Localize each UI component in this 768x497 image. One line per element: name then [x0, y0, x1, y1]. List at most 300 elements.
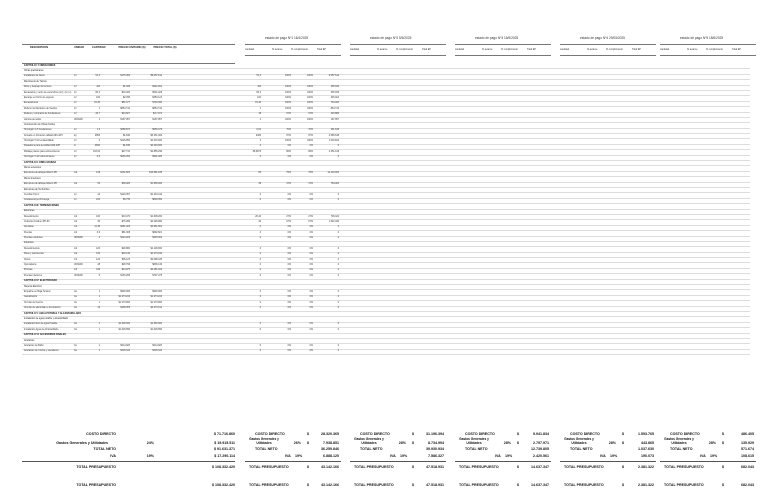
ep-iva-value: 190.073 — [641, 454, 654, 458]
row-qty: 4600 — [94, 145, 100, 148]
row-qty: 1 — [98, 296, 100, 299]
row-unit: m² — [74, 193, 77, 196]
ep-group-header — [350, 44, 446, 56]
ep-cantidad: 0 — [259, 226, 261, 229]
ep-total-presupuesto-value-2: 14.637.347 — [531, 483, 549, 487]
row-description: Empalme en Baja Tension — [24, 291, 51, 293]
row-unit-price: $1.409 — [122, 86, 130, 89]
row-qty: 1 — [98, 107, 100, 110]
ep-cumplimiento: 100% — [307, 91, 313, 94]
ep-total: 0 — [337, 323, 339, 326]
ep-cumplimiento: 67% — [308, 113, 313, 116]
ep-col-total_ep: Total EP — [632, 48, 641, 51]
ep-total: 784.000 — [330, 183, 339, 186]
row-qty: 12 — [97, 307, 100, 310]
row-description: Instalacion de faena — [24, 75, 45, 78]
ep-avance: 100% — [285, 140, 291, 143]
ep-total: 12.123.000 — [327, 172, 339, 175]
row-description: Pasadores para la calidad A63-42H — [24, 145, 61, 148]
row-qty: 149 — [96, 172, 100, 175]
row-qty: 12 — [97, 193, 100, 196]
ep-cumplimiento: 0% — [309, 258, 313, 261]
ep-cantidad: 0 — [259, 199, 261, 202]
ep-cantidad: 0 — [259, 323, 261, 326]
ep-gastos-label: Gastos Generales y Utilidades — [664, 437, 694, 445]
row-total-price: $1.443.444 — [150, 193, 162, 196]
row-unit-price: $76.280 — [121, 220, 130, 223]
ep-currency: $ — [307, 432, 309, 436]
ep-cumplimiento: 0% — [309, 145, 313, 148]
row-qty: 3,6 — [96, 231, 100, 234]
row-description: Excavación y retiro de escombros (m³), (A o c) — [24, 91, 72, 94]
ep-cumplimiento: 0% — [309, 193, 313, 196]
ep-total-presupuesto-label-2: TOTAL PRESUPUESTO — [564, 483, 604, 487]
ep-costo-directo-value: 486.405 — [741, 432, 754, 436]
ep-currency: $ — [517, 465, 519, 469]
row-total-price: $448.462 — [152, 237, 162, 240]
ep-avance: 47% — [286, 183, 291, 186]
ep-cantidad: 0 — [259, 264, 261, 267]
row-unit-price: $167.957 — [120, 118, 130, 121]
ep-cumplimiento: 100% — [307, 118, 313, 121]
row-total-price: $2.951.801 — [150, 226, 162, 229]
ep-total-presupuesto-label: TOTAL PRESUPUESTO — [564, 465, 604, 469]
ep-total: 9.057.614 — [328, 75, 339, 78]
ep-total: 0 — [337, 247, 339, 250]
ep-total-presupuesto-label: TOTAL PRESUPUESTO — [249, 465, 289, 469]
ep-cumplimiento: 0% — [309, 269, 313, 272]
ep-cumplimiento: 86% — [308, 150, 313, 153]
ep-cantidad: 80 — [258, 172, 261, 175]
ep-cantidad: 1 — [259, 107, 261, 110]
ep-gastos-label: Gastos Generales y Utilidades — [564, 437, 594, 445]
table-row — [22, 350, 750, 355]
row-unit: m³ — [74, 107, 77, 110]
ep-total: 1.016.824 — [328, 140, 339, 143]
row-unit: m² — [74, 75, 77, 78]
row-qty: 1 — [98, 344, 100, 347]
row-qty: 28 — [97, 264, 100, 267]
row-description: Canalización — [24, 296, 38, 299]
ep-currency: $ — [622, 465, 624, 469]
ep-cumplimiento: 0% — [309, 199, 313, 202]
row-total-price: $864.744 — [152, 107, 162, 110]
ep-currency: $ — [622, 432, 624, 436]
ep-total-presupuesto-value: 47.518.931 — [426, 465, 444, 469]
row-qty: 4 — [98, 140, 100, 143]
ep-col-avance: % avance — [377, 48, 388, 51]
ep-cantidad: 1 — [259, 118, 261, 121]
ep-total: 4.566.648 — [328, 134, 339, 137]
ep-total: 0 — [337, 344, 339, 347]
ep-total: 0 — [337, 199, 339, 202]
row-description: Artefactos de Baño — [24, 344, 44, 347]
row-description: Sistema Eléctrico — [24, 285, 42, 288]
ep-costo-directo-label: COSTO DIRECTO — [570, 432, 600, 436]
row-unit: m2 — [74, 183, 78, 186]
ep-total: 0 — [337, 237, 339, 240]
ep-cumplimiento: 70% — [308, 129, 313, 132]
ep-total: 0 — [337, 296, 339, 299]
ep-col-cumplimiento: % cumplimiento — [501, 48, 518, 51]
ep-avance: 100% — [285, 118, 291, 121]
ep-avance: 0% — [287, 226, 291, 229]
ep-col-cumplimiento: % cumplimiento — [606, 48, 623, 51]
ep-col-total_ep: Total EP — [422, 48, 431, 51]
ep-total-presupuesto-label-2: TOTAL PRESUPUESTO — [354, 483, 394, 487]
row-total-price: $2.098.426 — [150, 258, 162, 261]
row-qty: 15,40 — [94, 102, 100, 105]
ep-cantidad: 4 — [259, 140, 261, 143]
ep-cantidad: 0 — [259, 156, 261, 159]
ep-total: 391.635 — [330, 129, 339, 132]
ep-costo-directo-label: COSTO DIRECTO — [670, 432, 700, 436]
ep-cumplimiento: 0% — [309, 296, 313, 299]
ep-avance: 100% — [285, 75, 291, 78]
row-description: Circuito de alumbrado e iluminación — [24, 307, 61, 310]
total-rule — [350, 461, 446, 462]
ep-currency: $ — [412, 465, 414, 469]
total-presupuesto-label-2: TOTAL PRESUPUESTO — [76, 483, 116, 487]
row-unit-price: $864.744 — [120, 107, 130, 110]
ep-cantidad: 0 — [259, 344, 261, 347]
ep-currency: $ — [622, 483, 624, 487]
ep-col-cumplimiento: % cumplimiento — [706, 48, 723, 51]
row-unit: UNIDAD — [74, 237, 83, 240]
ep-currency: $ — [517, 432, 519, 436]
ep-costo-directo-value: 9.941.834 — [533, 432, 549, 436]
total-neto-label: TOTAL NETO — [93, 447, 116, 451]
ep-costo-directo-label: COSTO DIRECTO — [255, 432, 285, 436]
total-presupuesto-label: TOTAL PRESUPUESTO — [76, 465, 116, 469]
ep-iva-label: IVA — [700, 454, 706, 458]
row-description: Relleno de Mecánico de Sueltos — [24, 107, 57, 110]
estado-pago-label: estado de pago Nº1 16/4/2025 — [265, 36, 309, 40]
row-qty: 210 — [96, 199, 100, 202]
row-unit: GL — [74, 328, 78, 331]
row-unit: m² — [74, 96, 77, 99]
row-unit-price: $13.827 — [121, 113, 130, 116]
row-description: CAPITULO VI: ACCESORIOS FINALES — [24, 334, 66, 337]
ep-avance: 0% — [287, 264, 291, 267]
row-description: Puertas interiores — [24, 274, 43, 277]
row-total-price: $2.304.000 — [150, 145, 162, 148]
row-description: CAPITULO I: FUNDACIONES — [24, 64, 56, 67]
total-neto-value: $ 91.631.371 — [214, 447, 235, 451]
row-description: Armado en Cimiento calidad A63-42H — [24, 134, 63, 137]
row-total-price: $5.251.000 — [150, 134, 162, 137]
ep-cumplimiento: 87% — [308, 134, 313, 137]
ep-total: 0 — [337, 291, 339, 293]
ep-cantidad: 0 — [259, 296, 261, 299]
row-total-price: $767.475 — [152, 274, 162, 277]
row-unit-price: $20.800 — [121, 247, 130, 250]
ep-iva-value: 6.888.120 — [323, 454, 339, 458]
ep-total: 155.040 — [330, 86, 339, 89]
row-total-price: $1.608.200 — [150, 215, 162, 218]
ep-cumplimiento: 0% — [309, 231, 313, 234]
row-description: Obras preliminares — [24, 69, 44, 72]
row-description: Pisos y pavimentos — [24, 253, 44, 256]
row-description: Interiores — [24, 242, 34, 245]
ep-iva-pct: 19% — [400, 454, 408, 458]
ep-avance: 0% — [287, 231, 291, 234]
row-description: Artefactos — [24, 339, 35, 342]
row-unit-price: $2.450 — [122, 96, 130, 99]
ep-gastos-label: Gastos Generales y Utilidades — [354, 437, 384, 445]
ep-col-avance: % avance — [272, 48, 283, 51]
row-total-price: $794.490 — [152, 102, 162, 105]
row-unit-price: $153.295 — [120, 274, 130, 277]
header-precio-unitario: PRECIO UNITARIO ($) — [118, 46, 146, 49]
ep-cantidad: 100 — [257, 96, 261, 99]
ep-group-header — [245, 44, 341, 56]
row-unit-price: $126.950 — [120, 140, 130, 143]
ep-currency: $ — [412, 483, 414, 487]
row-description: Excavaciones — [24, 102, 39, 105]
row-total-price: $900.000 — [152, 291, 162, 293]
iva-label: IVA — [110, 454, 116, 458]
row-unit: m2 — [74, 231, 78, 234]
ep-iva-label: IVA — [285, 454, 291, 458]
ep-avance: 100% — [285, 96, 291, 99]
row-unit: m² — [74, 199, 77, 202]
row-total-price: $901.485 — [152, 156, 162, 159]
row-qty: 110 — [96, 86, 100, 89]
ep-currency: $ — [412, 441, 414, 445]
ep-avance: 75% — [286, 172, 291, 175]
ep-total: 0 — [337, 193, 339, 196]
row-description: Quincallería — [24, 264, 37, 267]
row-unit: GL — [74, 301, 78, 304]
ep-iva-value: 7.586.327 — [428, 454, 444, 458]
ep-total-neto-value: 36.259.846 — [321, 447, 339, 451]
row-description: CAPITULO V: AGUA POTABLE Y ALCANTARILLADO — [24, 312, 81, 315]
row-unit-price: $28.796 — [121, 264, 130, 267]
ep-total: 0 — [337, 328, 339, 331]
ep-col-avance: % avance — [687, 48, 698, 51]
ep-total: 706.422 — [330, 215, 339, 218]
row-qty: 51,3 — [95, 75, 100, 78]
ep-costo-directo-label: COSTO DIRECTO — [360, 432, 390, 436]
ep-cantidad: 0 — [259, 350, 261, 353]
row-description: Costaneras perfil omega — [24, 199, 50, 202]
ep-total-presupuesto-label: TOTAL PRESUPUESTO — [664, 465, 704, 469]
ep-total: 0 — [337, 156, 339, 159]
ep-cumplimiento: 0% — [309, 274, 313, 277]
row-description: Relleno y compacto de fundaciones — [24, 113, 61, 116]
row-description: Ventanas — [24, 226, 34, 229]
ep-avance: 0% — [287, 269, 291, 272]
ep-costo-directo-value: 28.320.365 — [321, 432, 339, 436]
row-total-price: $167.957 — [152, 118, 162, 121]
ep-cumplimiento: 0% — [309, 344, 313, 347]
ep-avance: 0% — [287, 258, 291, 261]
ep-cantidad: 18 — [258, 113, 261, 116]
ep-avance: 100% — [285, 107, 291, 110]
ep-cumplimiento: 0% — [309, 264, 313, 267]
row-total-price: $318.043 — [152, 350, 162, 353]
ep-cantidad: 0 — [259, 231, 261, 234]
row-description: Hormigón H-10 emplantillado — [24, 140, 54, 143]
ep-cantidad: 26,43 — [255, 215, 261, 218]
ep-cantidad: 4 — [259, 145, 261, 148]
ep-cumplimiento: 0% — [309, 350, 313, 353]
ep-total-presupuesto-label-2: TOTAL PRESUPUESTO — [249, 483, 289, 487]
total-rule — [245, 461, 341, 462]
ep-total-presupuesto-value-2: 47.518.931 — [426, 483, 444, 487]
ep-costo-directo-value: 1.593.765 — [638, 432, 654, 436]
row-unit: m2 — [74, 220, 78, 223]
ep-avance: 0% — [287, 156, 291, 159]
row-unit: m³ — [74, 156, 77, 159]
ep-total: 0 — [337, 226, 339, 229]
ep-cumplimiento: 75% — [308, 172, 313, 175]
ep-cantidad: 39 — [258, 183, 261, 186]
row-unit-price: $38.020 — [121, 183, 130, 186]
ep-currency: $ — [307, 465, 309, 469]
ep-gastos-pct: 28% — [708, 441, 716, 445]
row-description: Lámina de sellos — [24, 118, 42, 121]
row-description: CAPITULO III: TERMINACIONES — [24, 204, 59, 207]
row-unit-price: $5.755 — [122, 199, 130, 202]
ep-avance: 100% — [285, 91, 291, 94]
ep-cantidad: 2480 — [255, 134, 261, 137]
ep-cantidad: 0 — [259, 328, 261, 331]
row-qty: 103,02 — [92, 150, 100, 153]
ep-iva-value: 108.615 — [741, 454, 754, 458]
row-total-price: $3.7.074 — [153, 113, 162, 116]
ep-cantidad: 20 — [258, 220, 261, 223]
row-unit: m2 — [74, 247, 78, 250]
ep-cantidad: 0 — [259, 258, 261, 261]
ep-cantidad: 0 — [259, 253, 261, 256]
ep-total-neto-value: 1.037.630 — [638, 447, 654, 451]
row-description: Muros exteriores — [24, 167, 42, 170]
ep-cumplimiento: 100% — [307, 75, 313, 78]
row-unit-price: $51.477 — [121, 102, 130, 105]
ep-iva-label: IVA — [495, 454, 501, 458]
row-qty: 100 — [96, 96, 100, 99]
ep-group-header — [560, 44, 656, 56]
row-qty: 100 — [96, 215, 100, 218]
row-qty: 30 — [97, 220, 100, 223]
ep-cumplimiento: 47% — [308, 183, 313, 186]
ep-col-cumplimiento: % cumplimiento — [396, 48, 413, 51]
ep-cantidad: 51,3 — [256, 75, 261, 78]
row-unit: m³ — [74, 113, 77, 116]
ep-avance: 0% — [287, 296, 291, 299]
header-unidad: UNIDAD — [74, 46, 85, 49]
row-qty: 142 — [96, 258, 100, 261]
estado-pago-label: estado de pago Nº2 5/5/2025 — [370, 36, 412, 40]
ep-total-presupuesto-label-2: TOTAL PRESUPUESTO — [459, 483, 499, 487]
row-description: Exteriores — [24, 210, 35, 213]
row-total-price: $1.659.000 — [150, 183, 162, 186]
ep-cumplimiento: 100% — [307, 107, 313, 110]
row-description: Puertas — [24, 231, 32, 234]
ep-currency: $ — [307, 483, 309, 487]
ep-cumplimiento: 0% — [309, 323, 313, 326]
ep-gastos-label: Gastos Generales y Utilidades — [249, 437, 279, 445]
row-total-price: $1.273.224 — [150, 296, 162, 299]
ep-iva-value: 2.420.561 — [533, 454, 549, 458]
row-description: Instalación Red de Agua Potable — [24, 323, 58, 326]
row-qty: 26,7 — [95, 113, 100, 116]
ep-costo-directo-value: 31.196.394 — [426, 432, 444, 436]
ep-total: 167.957 — [330, 118, 339, 121]
row-unit: GL — [74, 307, 78, 310]
ep-avance: 100% — [285, 86, 291, 89]
ep-cantidad: 0 — [259, 301, 261, 304]
ep-avance: 87% — [286, 134, 291, 137]
ep-total-neto-label: TOTAL NETO — [670, 447, 693, 451]
ep-cumplimiento: 0% — [309, 328, 313, 331]
row-unit-price: $176.400 — [120, 75, 130, 78]
ep-currency: $ — [517, 483, 519, 487]
ep-gastos-pct: 28% — [398, 441, 406, 445]
row-total-price: $2.273.312 — [150, 307, 162, 310]
row-unit: m — [74, 145, 76, 148]
ep-avance: 0% — [287, 328, 291, 331]
row-unit-price: $388.873 — [120, 129, 130, 132]
ep-avance: 0% — [287, 291, 291, 293]
row-qty: 120 — [96, 247, 100, 250]
ep-total: 248.886 — [330, 113, 339, 116]
ep-iva-label: IVA — [390, 454, 396, 458]
ep-total: 335.039 — [330, 91, 339, 94]
ep-avance: 70% — [286, 129, 291, 132]
row-unit: m2 — [74, 215, 78, 218]
ep-iva-pct: 19% — [610, 454, 618, 458]
row-description: Rocé y despeje del terreno — [24, 86, 52, 89]
row-unit: m³ — [74, 102, 77, 105]
row-unit: m2 — [74, 172, 78, 175]
ep-avance: 86% — [286, 150, 291, 153]
main-table-header — [22, 44, 235, 64]
row-total-price: $2.228.960 — [150, 220, 162, 223]
ep-avance: 0% — [287, 307, 291, 310]
ep-cantidad: 15,40 — [255, 102, 261, 105]
ep-cantidad: 0 — [259, 247, 261, 250]
row-total-price: $2.855.299 — [150, 150, 162, 153]
estado-pago-label: estado de pago Nº3 16/5/2025 — [475, 36, 519, 40]
row-unit-price: $10.400 — [121, 91, 130, 94]
row-unit-price: $30.130 — [121, 253, 130, 256]
ep-cumplimiento: 0% — [309, 253, 313, 256]
row-description: Escarpe en 10cm de espesor — [24, 96, 54, 99]
row-total-price: $2.081.403 — [150, 269, 162, 272]
ep-total-neto-value: 39.930.934 — [426, 447, 444, 451]
row-unit: kg — [74, 134, 77, 137]
row-total-price: $9.057.614 — [150, 75, 162, 78]
total-presupuesto-value: $ 108.332.420 — [212, 465, 235, 469]
row-unit: m³ — [74, 129, 77, 132]
ep-cumplimiento: 100% — [307, 96, 313, 99]
ep-avance: 0% — [287, 247, 291, 250]
gastos-label: Gastos Generales y Utilidades — [56, 441, 108, 445]
ep-total: 245.024 — [330, 96, 339, 99]
row-qty: 139 — [96, 269, 100, 272]
ep-currency: $ — [722, 441, 724, 445]
row-total-price: $806.130 — [152, 264, 162, 267]
row-total-price: $1.273.800 — [150, 301, 162, 304]
ep-cantidad: 88,3876 — [252, 150, 261, 153]
ep-cantidad: 0 — [259, 193, 261, 196]
costo-directo-value: $ 71.716.860 — [214, 432, 235, 436]
ep-col-cantidad: cantidad — [660, 48, 670, 51]
row-unit-price: $81.308 — [121, 231, 130, 234]
